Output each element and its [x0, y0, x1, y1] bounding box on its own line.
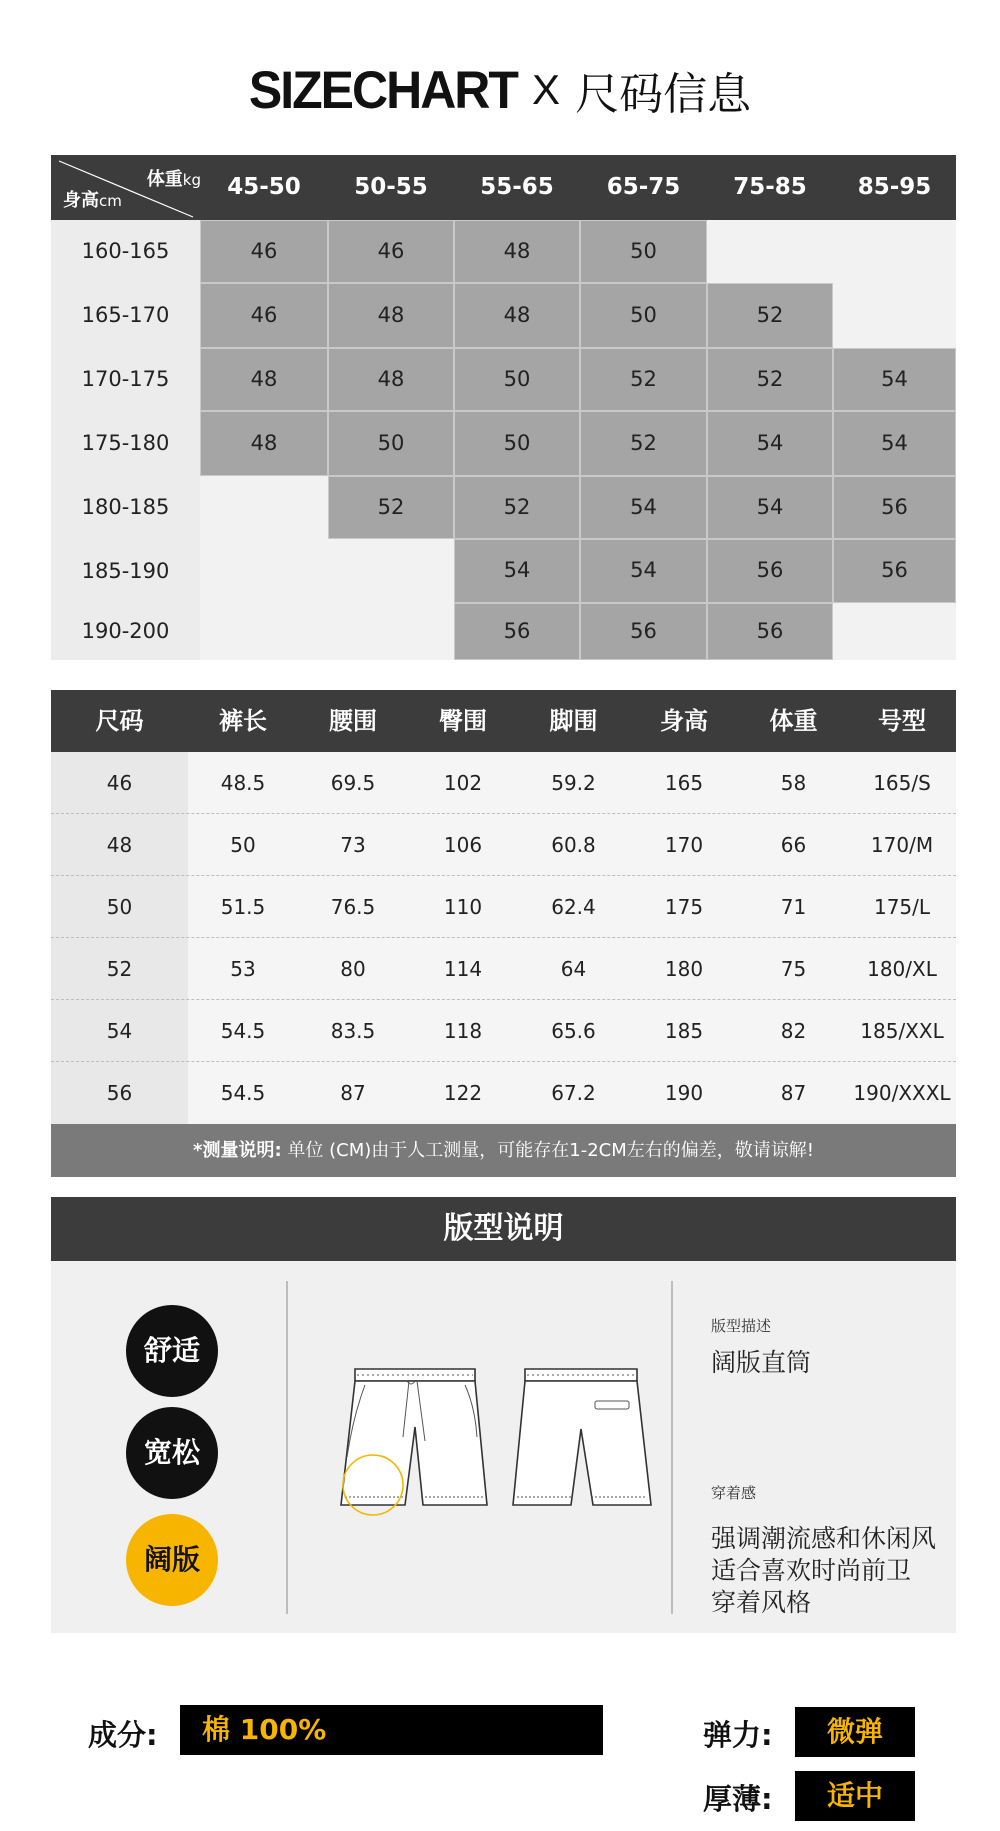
table-cell: 56 — [106, 1081, 133, 1105]
grid-corner — [51, 155, 201, 220]
table-cell: 65.6 — [551, 1019, 596, 1043]
table-cell: 82 — [780, 1019, 807, 1043]
size-cell: 54 — [580, 539, 707, 603]
wearing-feel-label: 穿着感 — [711, 1484, 757, 1502]
size-cell: 56 — [707, 539, 833, 603]
size-cell: 48 — [454, 220, 580, 283]
weight-range-header: 85-95 — [857, 174, 932, 200]
table-cell: 58 — [780, 771, 807, 795]
table-cell: 52 — [106, 957, 133, 981]
corner-height-label: 身高cm — [63, 190, 122, 211]
title-separator: X — [532, 66, 561, 113]
table-cell: 51.5 — [220, 895, 266, 919]
weight-range-header: 75-85 — [733, 174, 807, 200]
elasticity-value: 微弹 — [826, 1715, 883, 1748]
table-cell: 165 — [664, 771, 704, 795]
composition-value: 棉 100% — [202, 1713, 327, 1746]
size-cell: 48 — [328, 348, 454, 411]
table-cell: 87 — [340, 1081, 366, 1105]
size-cell: 50 — [328, 411, 454, 476]
badge-loose: 宽松 — [126, 1407, 218, 1499]
elasticity-value-bar — [795, 1707, 915, 1757]
table-cell: 185/XXL — [860, 1019, 944, 1043]
table-cell: 69.5 — [330, 771, 376, 795]
size-cell: 52 — [707, 348, 833, 411]
table-cell: 190/XXXL — [853, 1081, 951, 1105]
size-cell: 48 — [200, 411, 328, 476]
badge-wide-fit: 阔版 — [126, 1514, 218, 1606]
size-cell: 54 — [707, 476, 833, 539]
height-range-label: 170-175 — [81, 367, 170, 391]
fit-heading: 版型说明 — [51, 1197, 956, 1261]
size-cell: 52 — [707, 283, 833, 348]
table-cell: 66 — [780, 833, 807, 857]
table-cell: 59.2 — [551, 771, 596, 795]
weight-range-header: 55-65 — [480, 174, 554, 200]
size-cell: 52 — [328, 476, 454, 539]
size-cell: 54 — [580, 476, 707, 539]
size-cell: 48 — [328, 283, 454, 348]
size-cell: 46 — [328, 220, 454, 283]
table-cell: 60.8 — [551, 833, 596, 857]
size-cell: 54 — [454, 539, 580, 603]
size-cell: 48 — [454, 283, 580, 348]
size-cell: 52 — [454, 476, 580, 539]
size-cell: 52 — [580, 411, 707, 476]
thickness-label: 厚薄: — [703, 1782, 773, 1816]
weight-range-header: 50-55 — [354, 174, 428, 200]
measurement-column-header: 体重 — [769, 707, 818, 735]
table-cell: 102 — [443, 771, 483, 795]
table-cell: 64 — [560, 957, 587, 981]
table-cell: 87 — [780, 1081, 807, 1105]
size-cell: 56 — [454, 603, 580, 660]
composition-label: 成分: — [88, 1718, 158, 1752]
weight-range-header: 45-50 — [227, 174, 301, 200]
style-description-value: 阔版直筒 — [711, 1348, 812, 1377]
table-cell: 190 — [664, 1081, 704, 1105]
table-row — [51, 876, 956, 938]
table-cell: 170/M — [870, 833, 934, 857]
style-description-label: 版型描述 — [711, 1317, 772, 1335]
wearing-feel-line-2: 适合喜欢时尚前卫 — [711, 1556, 912, 1585]
table-cell: 75 — [780, 957, 807, 981]
wearing-feel-line-3: 穿着风格 — [711, 1588, 812, 1617]
badge-comfortable: 舒适 — [126, 1305, 218, 1397]
corner-weight-label: 体重kg — [146, 169, 201, 190]
size-cell: 54 — [833, 411, 956, 476]
table-cell: 54.5 — [220, 1019, 266, 1043]
measurement-column-header: 臀围 — [439, 707, 487, 735]
table-cell: 50 — [106, 895, 133, 919]
size-cell: 56 — [833, 476, 956, 539]
measurement-column-header: 尺码 — [95, 707, 144, 735]
table-row — [51, 1000, 956, 1062]
size-recommendation-grid — [51, 155, 956, 660]
grid-header — [51, 155, 956, 220]
size-chart-title — [0, 58, 1000, 118]
title-english: SIZECHART — [248, 60, 517, 120]
thickness-value-bar — [795, 1771, 915, 1821]
divider-right — [671, 1281, 673, 1614]
measurement-note — [51, 1124, 956, 1177]
table-cell: 175/L — [873, 895, 931, 919]
table-cell: 48.5 — [220, 771, 266, 795]
table-cell: 53 — [230, 957, 256, 981]
measurement-column-header: 裤长 — [219, 707, 267, 735]
weight-range-header: 65-75 — [606, 174, 681, 200]
size-cell: 56 — [707, 603, 833, 660]
wearing-feel-line-1: 强调潮流感和休闲风 — [711, 1524, 937, 1553]
table-row — [51, 752, 956, 814]
size-cell: 50 — [454, 348, 580, 411]
thickness-value: 适中 — [826, 1779, 883, 1812]
note-label: *测量说明: — [193, 1140, 282, 1161]
note-text: 单位 (CM)由于人工测量，可能存在1-2CM左右的偏差，敬请谅解! — [287, 1140, 814, 1161]
size-cell: 54 — [707, 411, 833, 476]
height-range-label: 175-180 — [81, 431, 170, 455]
composition-value-bar — [180, 1705, 603, 1755]
shorts-illustration-icon — [325, 1357, 655, 1517]
table-cell: 165/S — [873, 771, 931, 795]
size-cell: 56 — [580, 603, 707, 660]
size-cell: 56 — [833, 539, 956, 603]
table-row — [51, 814, 956, 876]
table-row — [51, 1062, 956, 1124]
table-cell: 48 — [106, 833, 133, 857]
title-chinese: 尺码信息 — [575, 69, 752, 120]
table-cell: 76.5 — [330, 895, 376, 919]
size-cell: 48 — [200, 348, 328, 411]
size-cell: 46 — [200, 220, 328, 283]
size-cell: 50 — [580, 220, 707, 283]
measurement-column-header: 腰围 — [329, 707, 377, 735]
table-cell: 46 — [106, 771, 133, 795]
measurement-column-header: 身高 — [660, 707, 708, 735]
size-cell: 46 — [200, 283, 328, 348]
size-cell: 50 — [454, 411, 580, 476]
table-cell: 50 — [230, 833, 256, 857]
height-range-label: 190-200 — [81, 619, 170, 643]
measurement-header — [51, 690, 956, 752]
height-range-label: 160-165 — [81, 239, 170, 263]
size-cell: 52 — [580, 348, 707, 411]
table-cell: 180 — [664, 957, 704, 981]
table-cell: 114 — [443, 957, 483, 981]
table-cell: 71 — [780, 895, 807, 919]
elasticity-label: 弹力: — [703, 1718, 773, 1752]
measurement-column-header: 脚围 — [549, 707, 598, 735]
height-range-label: 185-190 — [81, 559, 170, 583]
size-cell: 50 — [580, 283, 707, 348]
table-cell: 106 — [443, 833, 483, 857]
table-cell: 54.5 — [220, 1081, 266, 1105]
table-cell: 118 — [443, 1019, 483, 1043]
fit-section — [51, 1197, 956, 1633]
table-cell: 110 — [443, 895, 483, 919]
measurement-column-header: 号型 — [878, 707, 926, 735]
height-range-label: 165-170 — [81, 303, 170, 327]
table-cell: 185 — [664, 1019, 704, 1043]
table-cell: 67.2 — [551, 1081, 596, 1105]
table-row — [51, 938, 956, 1000]
table-cell: 80 — [340, 957, 366, 981]
table-cell: 170 — [664, 833, 704, 857]
table-cell: 83.5 — [330, 1019, 376, 1043]
divider-left — [286, 1281, 288, 1614]
table-cell: 180/XL — [867, 957, 937, 981]
size-cell: 54 — [833, 348, 956, 411]
table-cell: 122 — [443, 1081, 483, 1105]
table-cell: 175 — [664, 895, 704, 919]
table-cell: 62.4 — [551, 895, 596, 919]
table-cell: 73 — [340, 833, 366, 857]
height-range-label: 180-185 — [81, 495, 170, 519]
table-cell: 54 — [106, 1019, 133, 1043]
